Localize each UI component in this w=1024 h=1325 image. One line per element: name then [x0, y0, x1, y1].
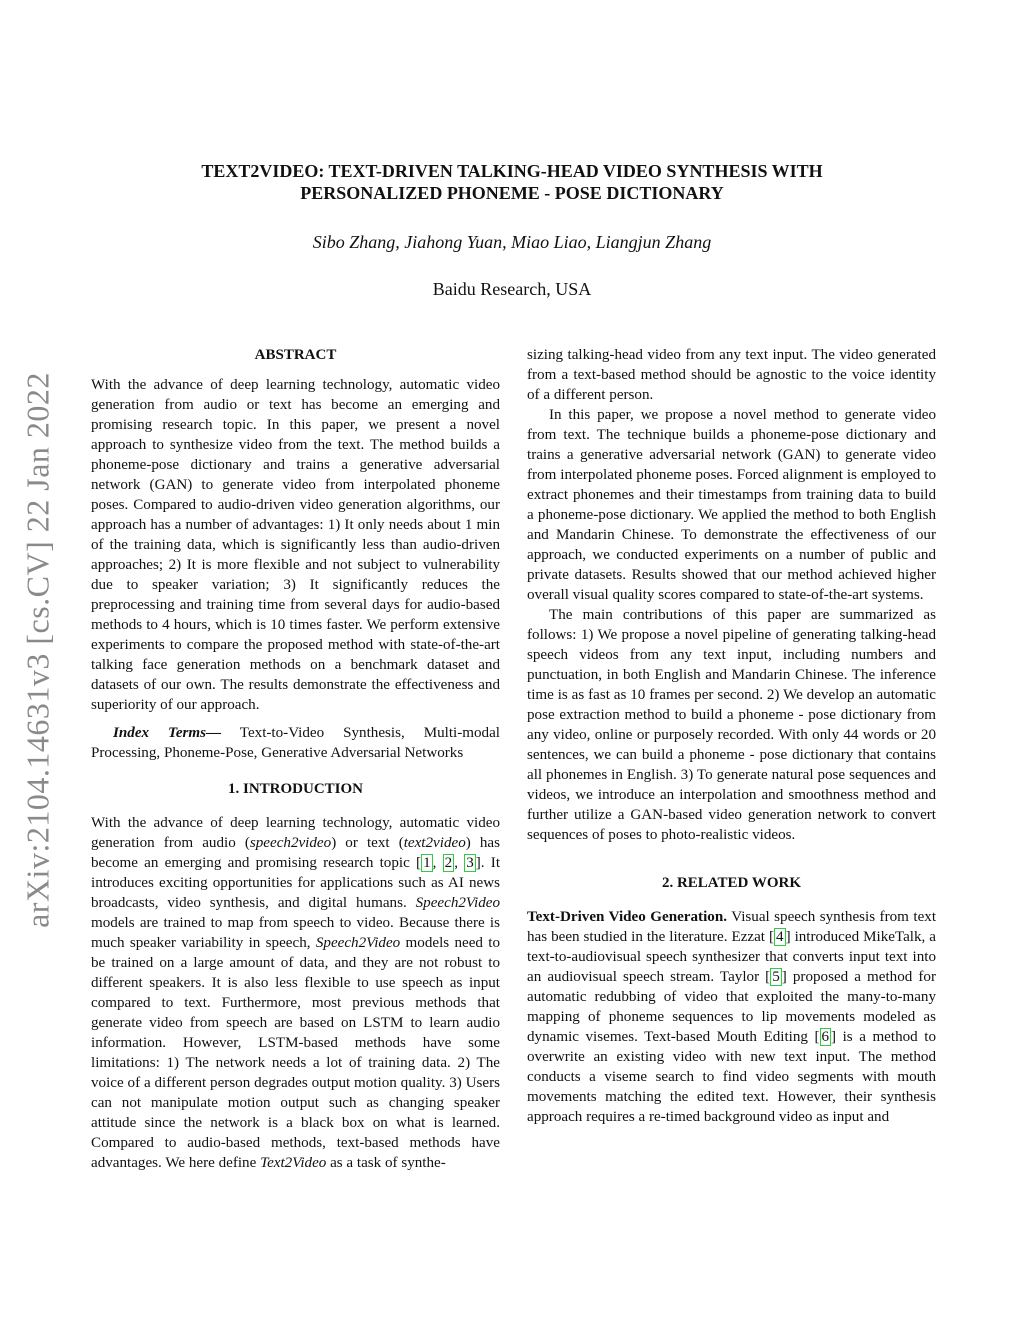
citation-2[interactable]: 2: [444, 855, 453, 871]
intro-heading: 1. INTRODUCTION: [227, 781, 363, 797]
authors: Sibo Zhang, Jiahong Yuan, Miao Liao, Liangjun Zhang: [312, 232, 712, 252]
title-line-1: TEXT2VIDEO: TEXT-DRIVEN TALKING-HEAD VIDEO SYNTHESIS WITH: [201, 161, 823, 181]
related-work-heading: 2. RELATED WORK: [661, 875, 802, 891]
affiliation: Baidu Research, USA: [432, 279, 592, 299]
related-subheading: Text-Driven Video Generation.: [527, 909, 727, 925]
abstract-text: With the advance of deep learning technology, automatic video generation from audio or text has become an emerging and promising research topic. In this paper, we present a novel approach to synthesize video from the text. The method builds a phoneme-pose dictionary and trains a generative adversarial network (GAN) to generate video from interpolated phoneme poses. Compared to audio-driven video generation algorithms, our approach has a number of advantages: 1) It only needs about 1 min of the training data, which is significantly less than audio-driven approaches; 2) It is more flexible and not subject to vulnerability due to speaker variation; 3) It significantly reduces the preprocessing and training time from several days for audio-based methods to 4 hours, which is 10 times faster. We perform extensive experiments to compare the proposed method with state-of-the-art talking face generation methods on a benchmark dataset and datasets of our own. The results demonstrate the effectiveness and superiority of our approach.: [91, 377, 500, 713]
term-text2video: text2video: [403, 835, 466, 851]
index-terms-text: Text-to-Video Synthesis, Multi-modal Processing, Phoneme-Pose, Generative Adversarial Networks: [91, 725, 500, 761]
arxiv-identifier: arXiv:2104.14631v3 [cs.CV] 22 Jan 2022: [19, 372, 56, 928]
text-span: ]. It introduces exciting opportunities for applications such as AI news broadcasts, video synthesis, and digital humans.: [91, 855, 501, 911]
text-span: ) has become an emerging and promising research topic [: [91, 835, 500, 871]
term-speech2video: speech2video: [249, 835, 332, 851]
text-span: as a task of synthe-: [326, 1155, 446, 1171]
term-speech2video-model: Speech2Video: [315, 935, 401, 951]
text-span: models need to be trained on a large amount of data, and they are not robust to different speakers. It is also less flexible to use speech as input compared to text. Furthermore, most previous methods that generate video from speech are based on LSTM to learn audio information. However, LSTM-based methods have some limitations: 1) The network needs a lot of training data. 2) The voice of a different person degrades output motion quality. 3) Users can not manipulate motion output such as changing speaker attitude since the network is a black box on what is learned. Compared to audio-based methods, text-based methods have advantages. We here define: [91, 935, 501, 1171]
intro-paragraph-1: With the advance of deep learning technology, automatic video generation from audio (speech2video) or text (text2video) has become an emerging and promising research topic [ 1 , 2 , 3 ]. It introduces exciting opportunities for applications such as AI news broadcasts, video synthesis, and digital humans. Speech2Video models are trained to map from speech to video. Because there is much speaker variability in speech, Speech2Video models need to be trained on a large amount of data, and they are not robust to different speakers. It is also less flexible to use speech as input compared to text. Furthermore, most previous methods that generate video from speech are based on LSTM to learn audio information. However, LSTM-based methods have some limitations: 1) The network needs a lot of training data. 2) The voice of a different person degrades output motion quality. 3) Users can not manipulate motion output such as changing speaker attitude since the network is a black box on what is learned. Compared to audio-based methods, text-based methods have advantages. We here define Text2Video as a task of synthe-: [91, 815, 501, 1171]
abstract-heading: ABSTRACT: [254, 347, 337, 363]
citation-5[interactable]: 5: [772, 969, 780, 985]
text-span: With the advance of deep learning technology, automatic video generation from audio (: [91, 815, 500, 851]
text-span: sizing talking-head video from any text input. The video generated from a text-based method should be agnostic to the voice identity of a different person.: [527, 347, 936, 403]
intro-paragraph-2: In this paper, we propose a novel method to generate video from text. The technique builds a phoneme-pose dictionary and trains a generative adversarial network (GAN) to generate video from interpolated phoneme poses. Forced alignment is employed to extract phonemes and their timestamps from training data to build a phoneme-pose dictionary. We applied the method to both English and Mandarin Chinese. To demonstrate the effectiveness of our approach, we conducted experiments on a number of public and private datasets. Results showed that our method achieved higher overall visual quality scores compared to state-of-the-art systems.: [527, 407, 936, 603]
citation-3[interactable]: 3: [466, 855, 474, 871]
index-terms-label: Index Terms—: [113, 725, 222, 741]
text-span: Visual speech synthesis from text has been studied in the literature. Ezzat [: [527, 909, 937, 945]
text-span: models are trained to map from speech to video. Because there is much speaker variability in speech,: [91, 915, 500, 951]
left-column: [91, 345, 500, 1173]
term-text2video-task: Text2Video: [260, 1155, 327, 1171]
citation-1[interactable]: 1: [423, 855, 431, 871]
title-line-2: PERSONALIZED PHONEME - POSE DICTIONARY: [300, 183, 724, 203]
right-column: [527, 345, 936, 1127]
index-terms: [91, 723, 500, 763]
text-span: ] introduced MikeTalk, a text-to-audiovisual speech synthesizer that converts input text into an audiovisual speech stream. Taylor [: [527, 929, 936, 985]
term-speech2video-model: Speech2Video: [415, 895, 500, 911]
related-paragraph-1: [527, 907, 936, 1127]
citation-4[interactable]: 4: [776, 929, 784, 945]
intro-paragraph-3: The main contributions of this paper are summarized as follows: 1) We propose a novel pipeline of generating talking-head speech videos from any text input, including numbers and punctuation, in both English and Mandarin Chinese. The inference time is as fast as 10 frames per second. 2) We develop an automatic pose extraction method to build a phoneme - pose dictionary from any video, online or purposely recorded. With only 44 words or 20 sentences, we can build a phoneme - pose dictionary that contains all phonemes in English. 3) To generate natural pose sequences and videos, we introduce an interpolation and smoothness method and further utilize a GAN-based video generation network to convert sequences of poses to photo-realistic videos.: [527, 607, 936, 843]
text-span: ] is a method to overwrite an existing video with new text input. The method conducts a viseme search to find video segments with mouth movements matching the edited text. However, their synthesis approach requires a re-timed background video as input and: [527, 1029, 936, 1125]
arxiv-sidebar: [8, 350, 68, 950]
citation-6[interactable]: 6: [821, 1029, 830, 1045]
paper-title: [0, 160, 1024, 204]
intro-paragraph-1-continued: [527, 345, 936, 405]
text-span: ) or text (: [331, 835, 404, 851]
text-span: ] proposed a method for automatic redubbing of video that exploited the many-to-many mapping of phoneme sequences to lip movements modeled as dynamic visemes. Text-based Mouth Editing [: [527, 969, 936, 1045]
